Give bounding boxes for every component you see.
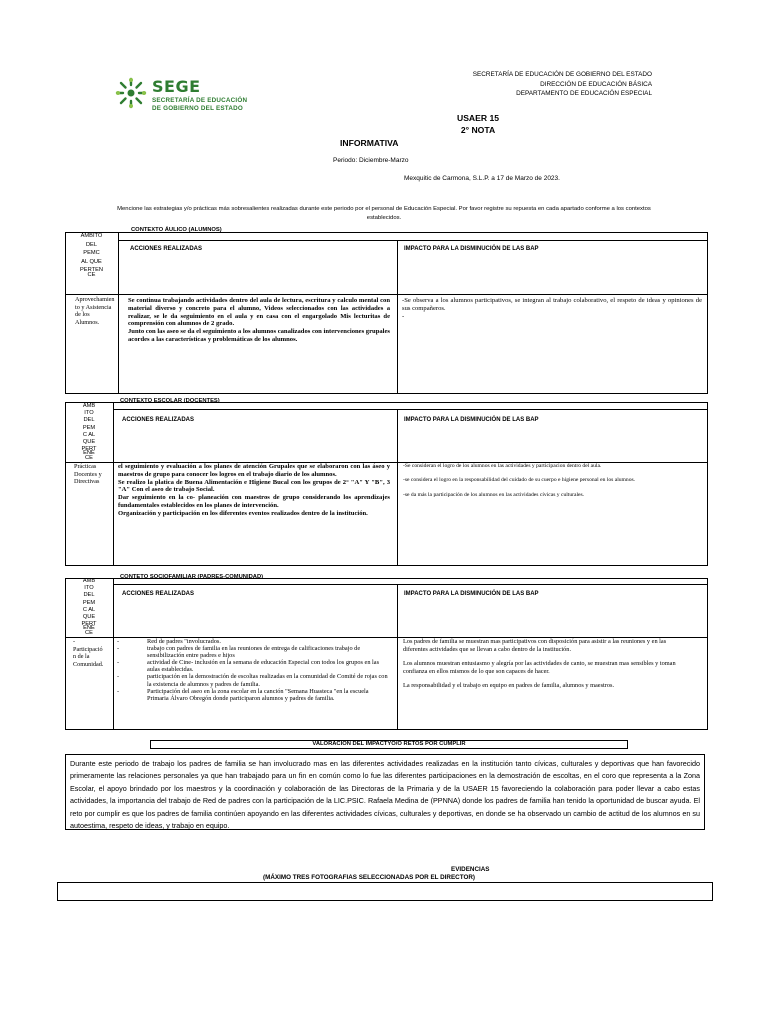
- impacto-item: Los padres de familia se muestran mas participativos con disposición para asistir a las reuniones y en las diferentes actividades que se llevan a cabo dentro de la institución.: [403, 638, 667, 653]
- header-line-secretaria: SECRETARÍA DE EDUCACIÓN DE GOBIERNO DEL ESTADO: [472, 71, 652, 78]
- accion-item: Junto con las aseo se da el seguimiento a los alumnos canalizados con intervenciones grupales acordes a las características y problemáticas de los alumnos.: [128, 328, 390, 343]
- accion-item-text: participación en la demostración de escoltas realizadas en la comunidad de Comité de rojas con la existencia de alumnos y padres de familia.: [147, 673, 388, 688]
- row-label-line: Prácticas: [74, 463, 97, 470]
- ambito-line: PEMC: [83, 250, 100, 257]
- section-escolar-divider-top: [113, 409, 708, 410]
- ambito-line: DEL: [85, 241, 98, 248]
- impacto-item: -se considera el logro en la responsabilidad del cuidado de su cuerpo e higiene personal en los alumnos.: [403, 477, 636, 484]
- acciones-aulico: [128, 297, 390, 344]
- header-line-direccion: DIRECCIÓN DE EDUCACIÓN BÁSICA: [540, 80, 652, 88]
- impacto-escolar: [403, 463, 703, 500]
- ambito-line: C AL: [82, 606, 96, 613]
- sege-logo: [114, 76, 314, 114]
- context-label-sociofamiliar: CONTETO SOCIOFAMILIAR (PADRES-COMUNIDAD): [120, 574, 264, 580]
- section-aulico-divider-top: [118, 240, 708, 241]
- ambito-line: ENE: [83, 450, 95, 457]
- instrucciones: [60, 205, 708, 222]
- col-head-impacto: IMPACTO PARA LA DISMINUCIÓN DE LAS BAP: [404, 246, 539, 252]
- context-label-aulico: CONTEXTO ÁULICO (ALUMNOS): [131, 227, 222, 233]
- section-aulico-col-divider-2: [397, 240, 398, 394]
- row-label-line: Alumnos.: [75, 318, 100, 326]
- row-label-line: to y Asistencia: [75, 303, 112, 311]
- accion-item: el seguimiento y evaluación a los planes de atención Grupales que se elaboraron con las áseo y maestros de grupo para conocer los logros en el trabajo diario de los alumnos.: [118, 463, 390, 478]
- accion-item: Dar seguimiento en la co- planeación con maestros de grupo considerando los aprendizajes fundamentales establecidos en los planes de intervención.: [118, 494, 390, 509]
- ambito-label-escolar: [66, 403, 112, 462]
- col-head-acciones: ACCIONES REALIZADAS: [122, 591, 195, 597]
- title-block: [448, 113, 508, 136]
- accion-item: - Participación del aseo en la zona escolar en la canción "Semana Huasteca "en la escuela Primaria Álvaro Obregón donde participaron alumnos y padres de familia.: [117, 687, 369, 702]
- col-head-acciones: ACCIONES REALIZADAS: [130, 246, 203, 252]
- ambito-line: AMB: [82, 403, 96, 409]
- ambito-line: C AL: [82, 431, 96, 438]
- ambito-line: DEL: [83, 592, 95, 599]
- row-label-line: Comunidad.: [73, 660, 104, 668]
- row-label-practicas: [74, 463, 114, 486]
- lugar-fecha-text: Mexquitic de Carmona, S.L.P. a 17 de Marzo de 2023.: [404, 175, 560, 182]
- periodo-text: Periodo: Diciembre-Marzo: [333, 157, 409, 164]
- ambito-line: PERTEN: [80, 267, 103, 274]
- row-label-line: Docentes y: [74, 470, 102, 478]
- informativa-title: INFORMATIVA: [340, 138, 399, 148]
- context-label-escolar: CONTEXTO ESCOLAR (DOCENTES): [120, 398, 220, 404]
- ambito-line: PEM: [82, 424, 96, 431]
- row-label-line: -: [73, 638, 76, 645]
- ambito-line: CE: [85, 629, 93, 636]
- accion-item-text: Participación del aseo en la zona escolar en la canción "Semana Huasteca "en la escuela Primaria Álvaro Obregón donde participaron alumnos y padres de familia.: [147, 687, 369, 702]
- ambito-line: ENE: [83, 625, 95, 632]
- section-sociofamiliar-col-divider-2: [397, 584, 398, 730]
- impacto-sociofamiliar: [403, 638, 691, 690]
- impacto-item: -Se consideran el logro de los alumnos en las actividades y participacion dentro del aula.: [403, 463, 602, 469]
- accion-item: Organización y participación en los diferentes eventos realizados dentro de la institución.: [118, 509, 368, 517]
- nota-title: 2° NOTA: [460, 124, 496, 135]
- logo-subtitle-line2: DE GOBIERNO DEL ESTADO: [152, 105, 243, 112]
- row-label-line: Participació: [73, 645, 103, 653]
- ambito-label-sociofamiliar: [66, 578, 112, 637]
- institution-header: [473, 70, 652, 99]
- accion-item-text: actividad de Cine- inclusión en la semana de educación Especial con todos los grupos en las aulas establecidas.: [147, 659, 380, 674]
- ambito-line: QUE: [82, 614, 96, 621]
- ambito-line: CE: [87, 271, 96, 278]
- ambito-line: AMBITO: [80, 233, 103, 239]
- evidencias-title: EVIDENCIAS: [451, 866, 490, 873]
- acciones-escolar: [118, 463, 390, 518]
- ambito-line: DEL: [83, 417, 95, 424]
- row-label-line: Directivas: [74, 478, 100, 486]
- section-escolar-col-divider-2: [397, 409, 398, 566]
- accion-item: Se realizo la platica de Buena Alimentación e Higiene Bucal con los grupos de 2° "A" Y "B", 3 "A" Con el aseo de trabajo Social.: [118, 478, 390, 494]
- evidencias-photo-box: [57, 882, 713, 901]
- valoracion-title-box: [150, 740, 628, 749]
- ambito-line: CE: [85, 454, 93, 461]
- row-label-line: de los: [75, 311, 90, 319]
- acciones-list: [117, 638, 389, 702]
- accion-item-text: Red de padres "involucrados.: [147, 638, 221, 645]
- ambito-line: ITO: [84, 585, 94, 592]
- ambito-line: PERT: [81, 446, 97, 453]
- accion-item: - actividad de Cine- inclusión en la semana de educación Especial con todos los grupos en las aulas establecidas.: [117, 659, 380, 674]
- sege-emblem-icon: [114, 76, 148, 110]
- section-sociofamiliar-divider-top: [113, 584, 708, 585]
- evidencias-subtitle: (MÁXIMO TRES FOTOGRAFIAS SELECCIONADAS POR EL DIRECTOR): [263, 874, 476, 881]
- logo-title: SEGE: [152, 77, 201, 96]
- col-head-impacto: IMPACTO PARA LA DISMINUCIÓN DE LAS BAP: [404, 417, 539, 423]
- instrucciones-line1: Mencione las estrategias y/o prácticas más sobresalientes realizadas durante este periodo por el personal de Educación Especial. Por favor registre su repuesta en cada apartado conforme a los contextos: [117, 206, 651, 212]
- acciones-sociofamiliar: [117, 638, 389, 702]
- section-aulico-divider-mid: [65, 294, 708, 295]
- ambito-line: AMB: [82, 578, 96, 584]
- impacto-item: Los alumnos muestran entusiasmo y alegría por las actividades de canto, se muestran mas sensibles y toman confianza en ellos mismos de lo que son capaces de hacer.: [403, 660, 676, 675]
- ambito-line: AL QUE: [81, 258, 102, 265]
- row-label-aprovechamiento: [75, 296, 117, 326]
- ambito-line: PERT: [81, 621, 97, 628]
- impacto-aulico: [402, 297, 702, 320]
- impacto-item: La responsabilidad y el trabajo en equipo en padres de familia, alumnos y maestros.: [403, 682, 615, 690]
- ambito-label-aulico: [66, 232, 117, 280]
- accion-item-text: trabajo con padres de familia en las reuniones de entrega de calificaciones trabajo de sensibilización entre padres e hijos: [147, 645, 361, 660]
- accion-item: - Red de padres "involucrados.: [117, 638, 221, 645]
- accion-item: - trabajo con padres de familia en las reuniones de entrega de calificaciones trabajo de sensibilización entre padres e hijos: [117, 645, 361, 660]
- col-head-impacto: IMPACTO PARA LA DISMINUCIÓN DE LAS BAP: [404, 591, 539, 597]
- section-aulico-col-divider-1: [118, 232, 119, 394]
- ambito-line: QUE: [82, 439, 96, 446]
- valoracion-title: VALORACION DEL IMPACTYO/O RETOS POR CUMPLIR: [312, 741, 466, 747]
- impacto-item: -se da más la participación de los alumnos en las actividades cívicas y culturales.: [403, 492, 585, 499]
- header-line-departamento: DEPARTAMENTO DE EDUCACIÓN ESPECIAL: [516, 90, 652, 98]
- impacto-item: -: [402, 312, 405, 320]
- valoracion-text: Durante este periodo de trabajo los padres de familia se han involucrado mas en las diferentes actividades realizadas en la institución tanto cívicas, culturales y deportivas que han favorecido primeramente las relaciones personales ya que han trabajado para un fin en común como lo fue las diferentes participaciones en la demostración de escoltas, en el coro que representa a la Zona Escolar, el apoyo brindado por los maestros y la coordinación y colaboración de las Directoras de la Primaria y de la USAER 15 favoreciendo la colaboración para poder llevar a cabo estas actividades, la importancia del trabajo de Red de padres con la participación de la LIC.PSIC. Rafaela Medina de (PPNNA) donde los padres de familia han tenido la oportunidad de buscar ayuda. El reto por cumplir es que los padres de familia continúen apoyando en las diferentes actividades cívicas, culturales y deportivas, en donde se ha observado un cambio de actitud de los alumnos en su autoestima, respeto de ideas, y trabajo en equipo.: [65, 754, 705, 830]
- section-sociofamiliar-col-divider-1: [113, 578, 114, 730]
- row-label-participacion: [73, 638, 113, 668]
- accion-item: Se continua trabajando actividades dentro del aula de lectura, escritura y calculo mental con material diverso y concreto para el alumno, Videos seleccionados con las actividades a realizar, se le da seguimiento en el aula y en casa con el engargolado Mis lecturitas de comprensión con alumnos de 2 grado.: [128, 297, 390, 328]
- accion-item: - participación en la demostración de escoltas realizadas en la comunidad de Comité de rojas con la existencia de alumnos y padres de familia.: [117, 673, 388, 688]
- logo-subtitle-line1: SECRETARÍA DE EDUCACIÓN: [152, 97, 248, 104]
- ambito-line: ITO: [84, 410, 94, 417]
- impacto-item: -Se observa a los alumnos participativos, se integran al trabajo colaborativo, el respeto de ideas y opiniones de sus compañeros.: [402, 297, 702, 312]
- row-label-line: n de la: [73, 653, 90, 661]
- usaer-title: USAER 15: [456, 113, 500, 123]
- row-label-line: Aprovechamien: [75, 296, 115, 303]
- instrucciones-line2: establecidos.: [366, 214, 402, 221]
- col-head-acciones: ACCIONES REALIZADAS: [122, 417, 195, 423]
- ambito-line: PEM: [82, 599, 96, 606]
